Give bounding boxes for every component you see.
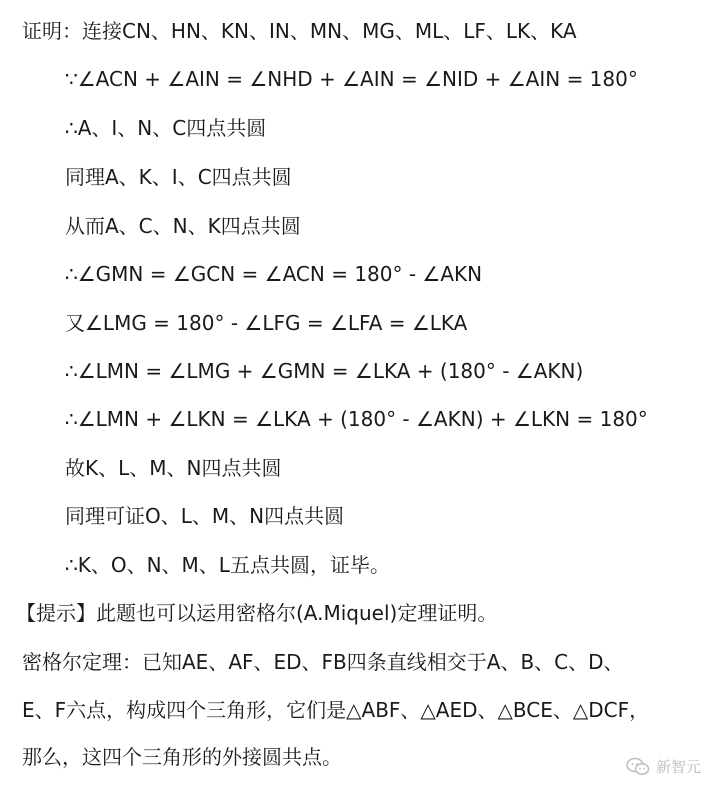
proof-line-6: ∴∠GMN = ∠GCN = ∠ACN = 180° - ∠AKN: [65, 262, 483, 286]
proof-line-7: 又∠LMG = 180° - ∠LFG = ∠LFA = ∠LKA: [65, 311, 468, 335]
theorem-line-3: 那么，这四个三角形的外接圆共点。: [22, 745, 342, 769]
hint-line: 【提示】此题也可以运用密格尔(A.Miquel)定理证明。: [16, 601, 498, 625]
proof-line-8: ∴∠LMN = ∠LMG + ∠GMN = ∠LKA + (180° - ∠AKN): [65, 359, 584, 383]
watermark: [626, 756, 701, 777]
proof-line-10: 故K、L、M、N四点共圆: [65, 456, 282, 480]
proof-line-11: 同理可证O、L、M、N四点共圆: [65, 504, 345, 528]
proof-line-3: ∴A、I、N、C四点共圆: [65, 116, 267, 140]
proof-line-2: ∵∠ACN + ∠AIN = ∠NHD + ∠AIN = ∠NID + ∠AIN = 180°: [65, 67, 638, 91]
wechat-icon: [626, 757, 650, 777]
theorem-line-2: E、F六点，构成四个三角形，它们是△ABF、△AED、△BCE、△DCF，: [22, 698, 650, 722]
proof-line-12: ∴K、O、N、M、L五点共圆，证毕。: [65, 553, 390, 577]
watermark-text: 新智元: [655, 758, 701, 776]
proof-line-4: 同理A、K、I、C四点共圆: [65, 165, 292, 189]
proof-line-5: 从而A、C、N、K四点共圆: [65, 214, 301, 238]
theorem-line-1: 密格尔定理：已知AE、AF、ED、FB四条直线相交于A、B、C、D、: [22, 650, 624, 674]
proof-line-9: ∴∠LMN + ∠LKN = ∠LKA + (180° - ∠AKN) + ∠LKN = 180°: [65, 407, 648, 431]
proof-line-1: 证明：连接CN、HN、KN、IN、MN、MG、ML、LF、LK、KA: [22, 19, 577, 43]
